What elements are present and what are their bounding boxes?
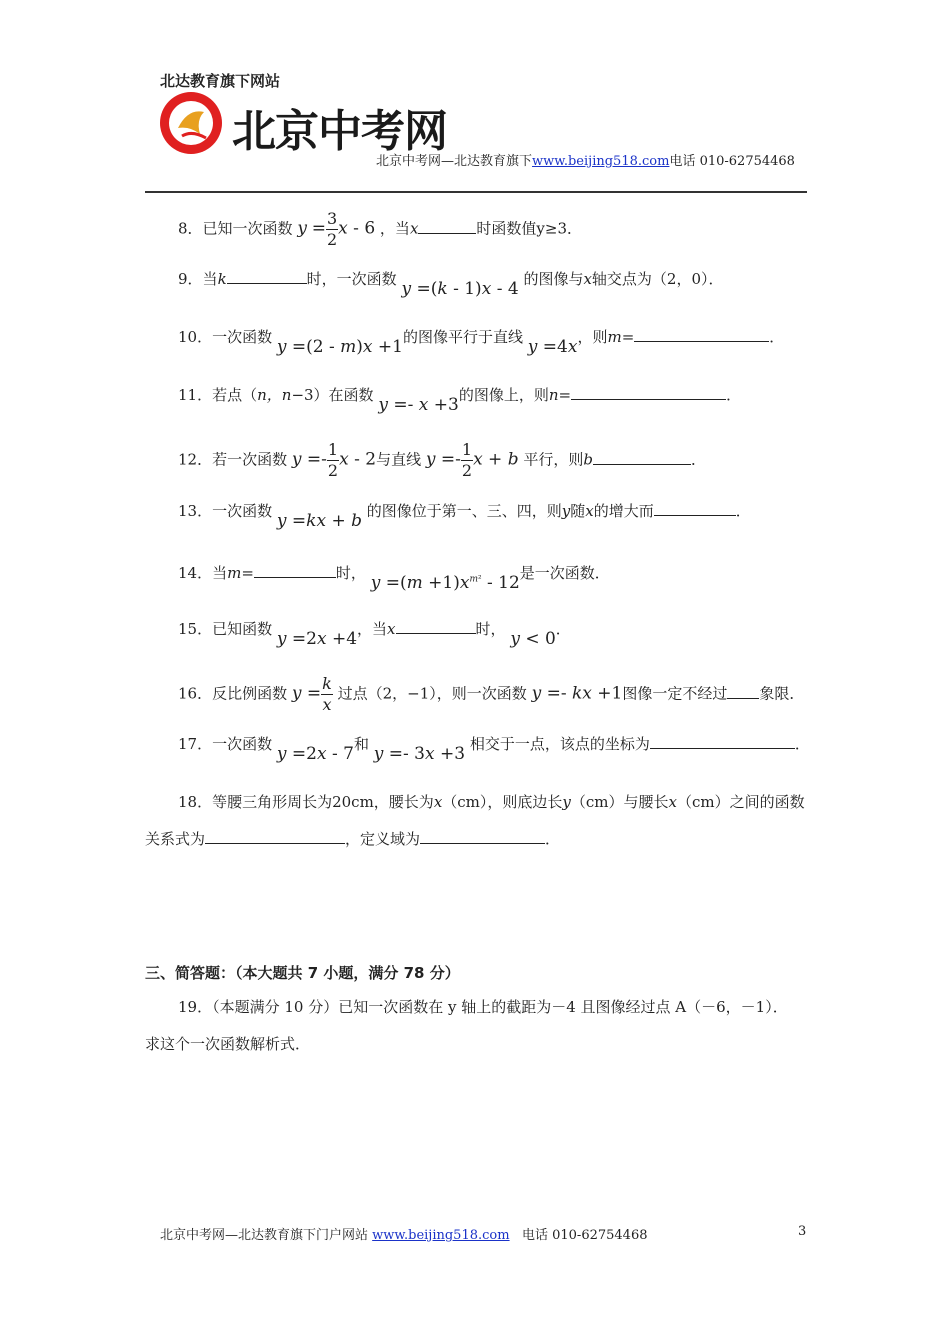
question-8: 8．已知一次函数 y = $\frac{3}{2}$ x - 6 ，当x 时函数值y≥3．: [178, 209, 583, 249]
footer-url-link[interactable]: www.beijing518.com: [372, 1228, 510, 1243]
question-18-line1: 18．等腰三角形周长为20cm，腰长为x（cm），则底边长y（cm）与腰长x（cm）之间的函数: [178, 793, 805, 811]
question-9: 9．当k 时，一次函数 y =(k - 1)x - 4 的图像与x轴交点为（2，0）．: [178, 270, 724, 299]
question-14: 14．当m= 时， $y =(m +1)x^{m^2} - 12$是一次函数．: [178, 564, 610, 593]
question-15: 15．已知函数 y =2x +4，当x 时， y < 0．: [178, 620, 571, 649]
question-11: 11．若点（n，n−3）在函数 y =- x +3的图像上，则n= ．: [178, 386, 742, 415]
question-17: 17．一次函数 y =2x - 7和 y =- 3x +3 相交于一点，该点的坐标为 ．: [178, 735, 810, 764]
logo-emblem-icon: [158, 90, 224, 156]
header-contact-prefix: 北京中考网—北达教育旗下: [376, 154, 533, 169]
page-number: 3: [798, 1224, 807, 1239]
question-12: 12．若一次函数 y =- $\frac{1}{2}$ x - 2与直线 y =- $\frac{1}{2}$ x + b 平行，则b ．: [178, 440, 707, 480]
logo-tagline: 北达教育旗下网站: [160, 72, 281, 90]
question-10: 10．一次函数 y =(2 - m)x +1的图像平行于直线 y =4x，则m= ．: [178, 328, 785, 357]
question-16: 16．反比例函数 y = $\frac{k}{x}$ 过点（2，−1），则一次函数 y =- kx +1图像一定不经过 象限．: [178, 674, 805, 714]
question-19-line1: 19．（本题满分 10 分）已知一次函数在 y 轴上的截距为－4 且图像经过点 A（－6，－1）．: [178, 998, 788, 1016]
header-url-link[interactable]: www.beijing518.com: [532, 154, 670, 169]
footer: [160, 1224, 648, 1243]
header-contact: [376, 150, 795, 169]
footer-phone: 电话 010-62754468: [521, 1228, 648, 1243]
question-19-line2: 求这个一次函数解析式．: [145, 1035, 311, 1053]
logo-wordmark: 北京中考网: [232, 106, 447, 157]
question-18-line2: 关系式为 ，定义域为 ．: [145, 830, 561, 848]
header-divider: [145, 191, 807, 193]
question-13: 13．一次函数 y =kx + b 的图像位于第一、三、四，则y随x的增大而 ．: [178, 502, 751, 531]
header-phone: 电话 010-62754468: [669, 154, 795, 169]
section-3-title: 三、简答题：（本大题共 7 小题，满分 78 分）: [145, 964, 460, 982]
footer-prefix: 北京中考网—北达教育旗下门户网站: [160, 1228, 369, 1243]
